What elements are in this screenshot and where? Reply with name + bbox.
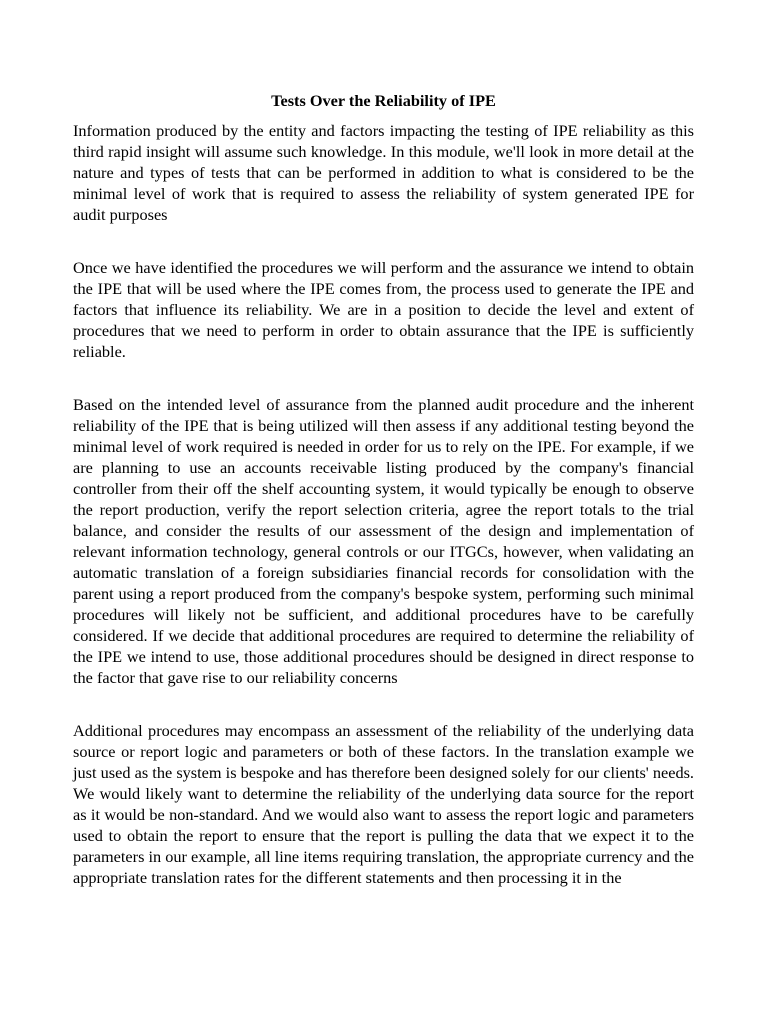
- paragraph-procedures: Once we have identified the procedures we will perform and the assurance we intend to obtain the IPE that will be used where the IPE comes from, the process used to generate the IPE and factors that influence its reliability. We are in a position to decide the level and extent of procedures that we need to perform in order to obtain assurance that the IPE is sufficiently reliable.: [73, 258, 694, 361]
- paragraph-intro: Information produced by the entity and factors impacting the testing of IPE reliability as this third rapid insight will assume such knowledge. In this module, we'll look in more detail at the nature and types of tests that can be performed in addition to what is considered to be the minimal level of work that is required to assess the reliability of system generated IPE for audit purposes: [73, 121, 694, 224]
- document-title: Tests Over the Reliability of IPE: [271, 91, 496, 110]
- paragraph-assurance: Based on the intended level of assurance from the planned audit procedure and the inherent reliability of the IPE that is being utilized will then assess if any additional testing beyond the minimal level of work required is needed in order for us to rely on the IPE. For example, if we are planning to use an accounts receivable listing produced by the company's financial controller from their off the shelf accounting system, it would typically be enough to observe the report production, verify the report selection criteria, agree the report totals to the trial balance, and consider the results of our assessment of the design and implementation of relevant information technology, general controls or our ITGCs, however, when validating an automatic translation of a foreign subsidiaries financial records for consolidation with the parent using a report produced from the company's bespoke system, performing such minimal procedures will likely not be sufficient, and additional procedures have to be carefully considered. If we decide that additional procedures are required to determine the reliability of the IPE we intend to use, those additional procedures should be designed in direct response to the factor that gave rise to our reliability concerns: [73, 395, 694, 687]
- document-page: [73, 90, 694, 920]
- paragraph-additional-procedures: Additional procedures may encompass an assessment of the reliability of the underlying data source or report logic and parameters or both of these factors. In the translation example we just used as the system is bespoke and has therefore been designed solely for our clients' needs. We would likely want to determine the reliability of the underlying data source for the report as it would be non-standard. And we would also want to assess the report logic and parameters used to obtain the report to ensure that the report is pulling the data that we expect it to the parameters in our example, all line items requiring translation, the appropriate currency and the appropriate translation rates for the different statements and then processing it in the: [73, 721, 694, 887]
